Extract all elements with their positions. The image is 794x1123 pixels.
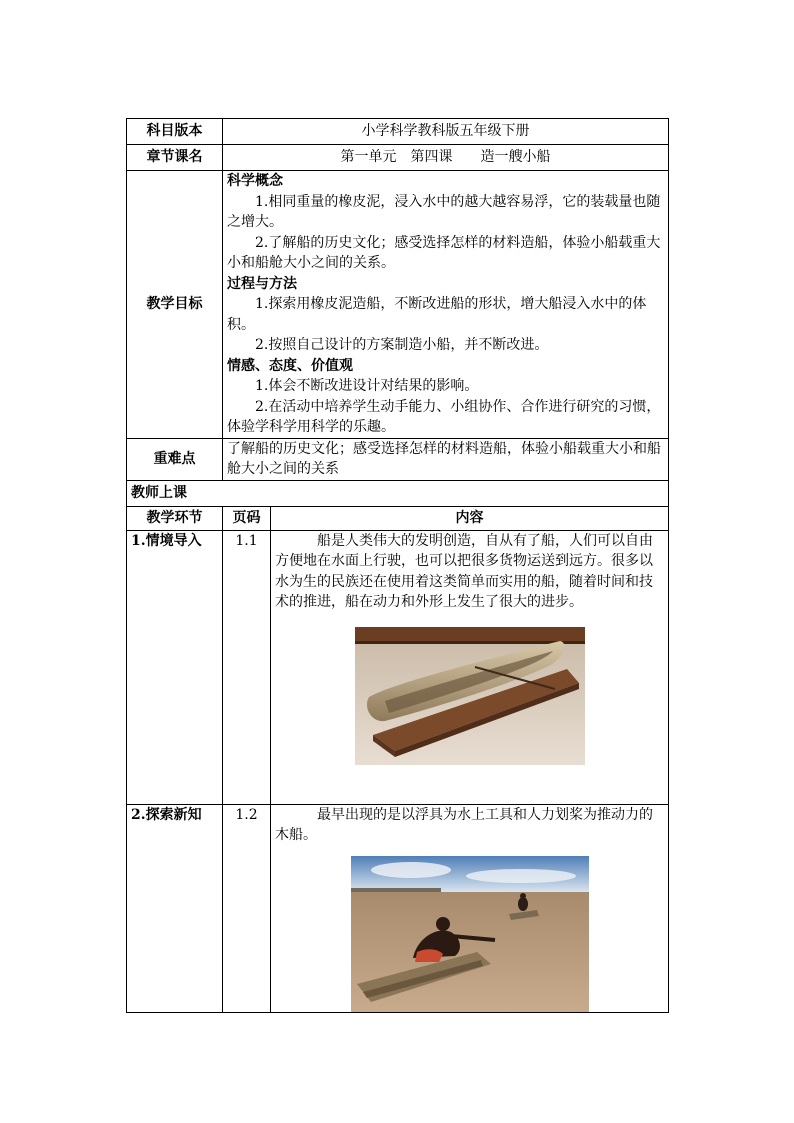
chapter-value: 第一单元 第四课 造一艘小船 — [223, 145, 669, 171]
key-points-row — [127, 438, 669, 480]
key-points-label: 重难点 — [127, 438, 223, 480]
col-stage-header: 教学环节 — [127, 506, 223, 530]
process-item-2: 2.按照自己设计的方案制造小船，并不断改进。 — [255, 337, 549, 353]
raft-paddlers-photo — [351, 856, 589, 1012]
page-cell: 1.2 — [223, 804, 271, 1012]
col-page-header: 页码 — [223, 506, 271, 530]
stage-cell: 2.探索新知 — [127, 804, 223, 1012]
chapter-row — [127, 145, 669, 171]
col-content-header: 内容 — [271, 506, 669, 530]
table-row — [127, 530, 669, 804]
emotion-item-2: 2.在活动中培养学生动手能力、小组协作、合作进行研究的习惯，体验学科学用科学的乐趣。 — [227, 398, 661, 435]
emotion-heading: 情感、态度、价值观 — [227, 357, 353, 374]
content-cell — [271, 804, 669, 1012]
key-points-value: 了解船的历史文化；感受选择怎样的材料造船，体验小船载重大小和船舱大小之间的关系 — [223, 438, 669, 480]
process-item-1: 1.探索用橡皮泥造船，不断改进船的形状，增大船浸入水中的体积。 — [227, 296, 647, 333]
content-text: 船是人类伟大的发明创造，自从有了船，人们可以自由方便地在水面上行驶，也可以把很多货物运送到远方。很多以水为生的民族还在使用着这类简单而实用的船，随着时间和技术的推进，船在动力和外形上发生了很大的进步。 — [275, 532, 653, 610]
teacher-row — [127, 480, 669, 506]
goals-row — [127, 171, 669, 439]
chapter-label: 章节课名 — [127, 145, 223, 171]
concept-heading: 科学概念 — [227, 173, 283, 189]
column-header-row — [127, 506, 669, 530]
content-text: 最早出现的是以浮具为水上工具和人力划桨为推动力的木船。 — [275, 806, 653, 843]
goals-label: 教学目标 — [127, 171, 223, 439]
emotion-item-1: 1.体会不断改进设计对结果的影响。 — [255, 378, 479, 394]
stage-cell: 1.情境导入 — [127, 530, 223, 804]
subject-label: 科目版本 — [127, 119, 223, 145]
subject-row — [127, 119, 669, 145]
table-row — [127, 804, 669, 1012]
process-heading: 过程与方法 — [227, 275, 297, 292]
subject-value: 小学科学教科版五年级下册 — [223, 119, 669, 145]
dugout-canoe-photo — [355, 627, 585, 765]
goals-content — [223, 171, 669, 439]
lesson-plan-table — [126, 118, 669, 1013]
page-cell: 1.1 — [223, 530, 271, 804]
teacher-label: 教师上课 — [127, 480, 669, 506]
concept-item-2: 2.了解船的历史文化；感受选择怎样的材料造船，体验小船载重大小和船舱大小之间的关系。 — [227, 234, 661, 271]
content-cell — [271, 530, 669, 804]
concept-item-1: 1.相同重量的橡皮泥，浸入水中的越大越容易浮，它的装载量也随之增大。 — [227, 193, 661, 230]
